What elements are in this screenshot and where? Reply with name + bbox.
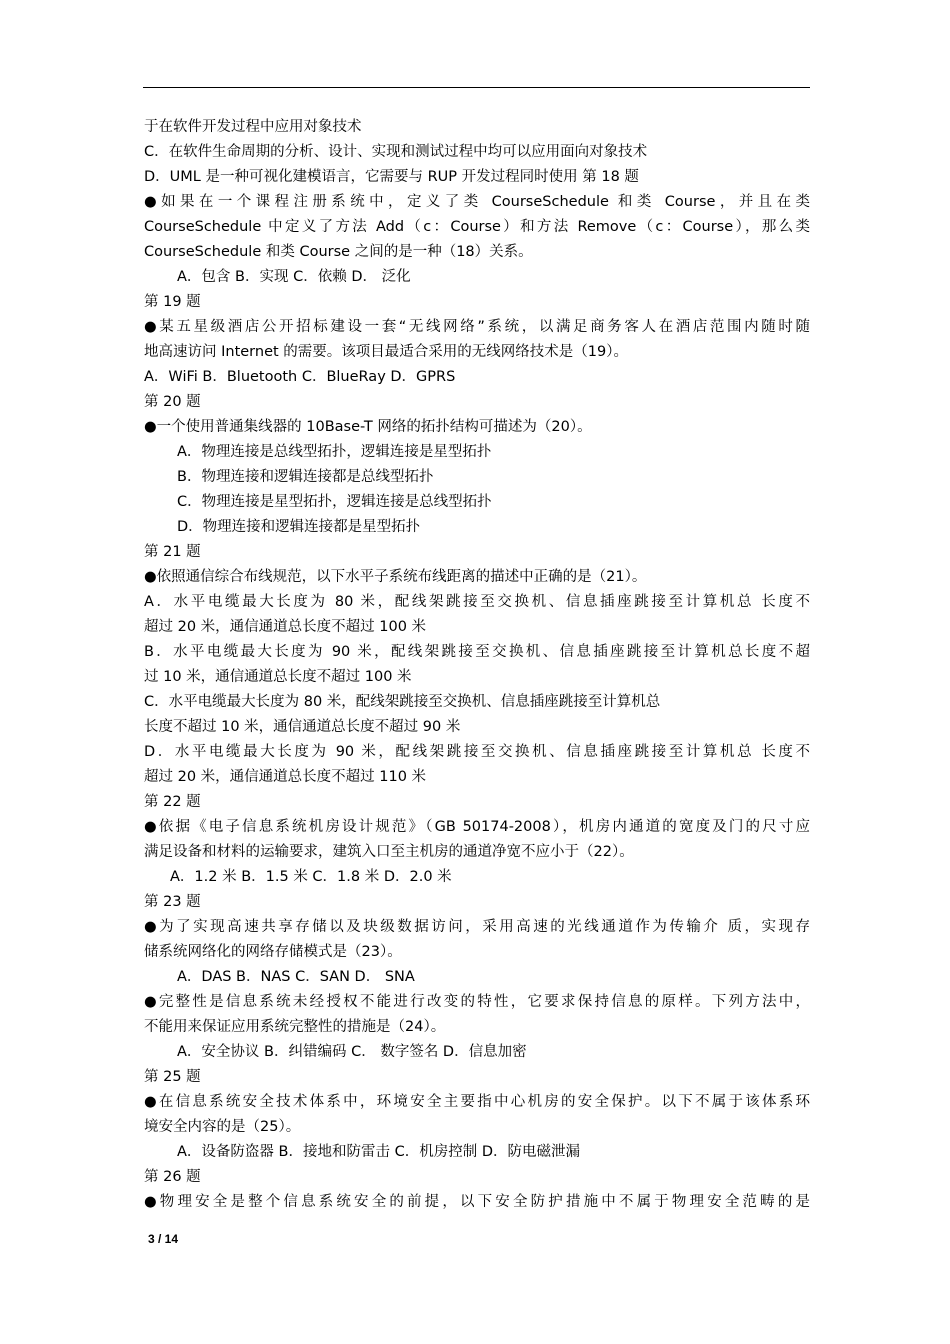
question-24-text: ●完整性是信息系统未经授权不能进行改变的特性，它要求保持信息的原样。下列方法中， xyxy=(144,994,810,1010)
option-c: C．在软件生命周期的分析、设计、实现和测试过程中均可以应用面向对象技术 xyxy=(144,144,648,160)
question-23-text: ●为了实现高速共享存储以及块级数据访问，采用高速的光线通道作为传输介 质，实现存 xyxy=(144,919,810,935)
question-20-option-c: C．物理连接是星型拓扑，逻辑连接是总线型拓扑 xyxy=(177,494,492,510)
question-21-heading: 第 21 题 xyxy=(144,544,201,560)
question-23-heading: 第 23 题 xyxy=(144,894,201,910)
question-19-heading: 第 19 题 xyxy=(144,294,201,310)
text-line: 于在软件开发过程中应用对象技术 xyxy=(144,119,362,135)
question-20-option-b: B．物理连接和逻辑连接都是总线型拓扑 xyxy=(177,469,434,485)
question-20-option-d: D．物理连接和逻辑连接都是星型拓扑 xyxy=(177,519,421,535)
question-18-text: CourseSchedule 中定义了方法 Add（c：Course）和方法 Remove（c：Course），那么类 xyxy=(144,219,810,235)
question-26-heading: 第 26 题 xyxy=(144,1169,201,1185)
question-26-text: ●物理安全是整个信息系统安全的前提，以下安全防护措施中不属于物理安全范畴的是 xyxy=(144,1194,810,1210)
question-25-text: 境安全内容的是（25）。 xyxy=(144,1119,301,1135)
question-19-text: 地高速访问 Internet 的需要。该项目最适合采用的无线网络技术是（19）。 xyxy=(144,344,628,360)
question-20-text: ●一个使用普通集线器的 10Base-T 网络的拓扑结构可描述为（20）。 xyxy=(144,419,592,435)
page-number: 3 / 14 xyxy=(148,1232,179,1246)
question-18-text: ●如果在一个课程注册系统中，定义了类 CourseSchedule 和类 Course，并且在类 xyxy=(144,194,810,210)
question-24-text: 不能用来保证应用系统完整性的措施是（24）。 xyxy=(144,1019,446,1035)
question-20-option-a: A．物理连接是总线型拓扑，逻辑连接是星型拓扑 xyxy=(177,444,492,460)
question-22-text: ●依据《电子信息系统机房设计规范》（GB 50174-2008），机房内通道的宽度及门的尺寸应 xyxy=(144,819,810,835)
question-19-text: ●某五星级酒店公开招标建设一套“无线网络”系统，以满足商务客人在酒店范围内随时随 xyxy=(144,319,810,335)
question-21-option-c: C．水平电缆最大长度为 80 米，配线架跳接至交换机、信息插座跳接至计算机总 xyxy=(144,694,661,710)
question-21-option-c: 长度不超过 10 米，通信通道总长度不超过 90 米 xyxy=(144,719,461,735)
question-25-text: ●在信息系统安全技术体系中，环境安全主要指中心机房的安全保护。以下不属于该体系环 xyxy=(144,1094,810,1110)
question-21-option-a: 超过 20 米，通信通道总长度不超过 100 米 xyxy=(144,619,427,635)
question-21-text: ●依照通信综合布线规范，以下水平子系统布线距离的描述中正确的是（21）。 xyxy=(144,569,647,585)
question-25-options: A．设备防盗器 B．接地和防雷击 C．机房控制 D．防电磁泄漏 xyxy=(177,1144,580,1160)
question-23-text: 储系统网络化的网络存储模式是（23）。 xyxy=(144,944,402,960)
question-22-text: 满足设备和材料的运输要求，建筑入口至主机房的通道净宽不应小于（22）。 xyxy=(144,844,634,860)
question-21-option-d: 超过 20 米，通信通道总长度不超过 110 米 xyxy=(144,769,427,785)
question-22-options: A．1.2 米 B．1.5 米 C．1.8 米 D．2.0 米 xyxy=(170,869,452,885)
question-20-heading: 第 20 题 xyxy=(144,394,201,410)
question-21-option-b: B．水平电缆最大长度为 90 米，配线架跳接至交换机、信息插座跳接至计算机总长度不超 xyxy=(144,644,810,660)
question-19-options: A．WiFi B．Bluetooth C．BlueRay D．GPRS xyxy=(144,369,456,385)
question-18-options: A．包含 B．实现 C．依赖 D． 泛化 xyxy=(177,269,411,285)
question-21-option-a: A．水平电缆最大长度为 80 米，配线架跳接至交换机、信息插座跳接至计算机总 长度不 xyxy=(144,594,810,610)
page-body xyxy=(144,115,810,1215)
question-21-option-b: 过 10 米，通信通道总长度不超过 100 米 xyxy=(144,669,412,685)
question-24-options: A．安全协议 B．纠错编码 C． 数字签名 D．信息加密 xyxy=(177,1044,527,1060)
question-22-heading: 第 22 题 xyxy=(144,794,201,810)
header-rule xyxy=(143,87,810,88)
question-23-options: A．DAS B．NAS C．SAN D． SNA xyxy=(177,969,415,985)
option-d: D．UML 是一种可视化建模语言，它需要与 RUP 开发过程同时使用 第 18 题 xyxy=(144,169,639,185)
question-21-option-d: D．水平电缆最大长度为 90 米，配线架跳接至交换机、信息插座跳接至计算机总 长度不 xyxy=(144,744,810,760)
question-18-text: CourseSchedule 和类 Course 之间的是一种（18）关系。 xyxy=(144,244,533,260)
question-25-heading: 第 25 题 xyxy=(144,1069,201,1085)
